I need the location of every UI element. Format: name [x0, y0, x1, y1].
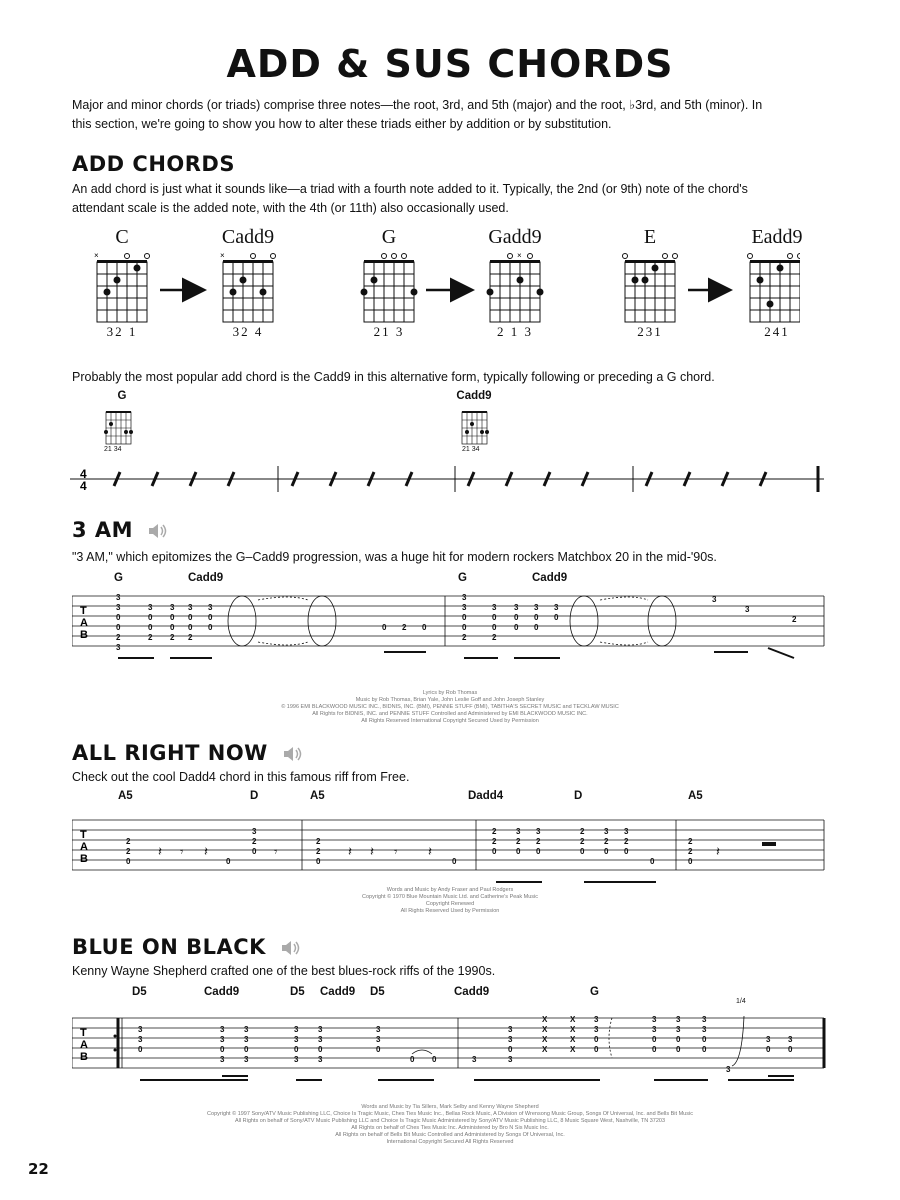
svg-text:2: 2 — [462, 633, 467, 642]
song3-credits: Words and Music by Tia Sillers, Mark Selby and Kenny Wayne Shepherd Copyright © 1997 Sony/ATV Music Publishing LLC, Choice Is Tragic Music, Ches Ties Music Inc., Bellas Rock Music, A Division of Wrensong Music Group, Songs Of Universal, Inc. and Bells Bit Music All Rights on behalf of Sony/ATV Music Publishing LLC and Choice Is Tragic Music Administered by Sony/ATV Music Publishing LLC, 8 Music Square West, Nashville, TN 37203 All Rights on behalf of Ches Ties Music Inc. Administered by Bro N Sis Music Inc. All Rights on behalf of Bells Bit Music Controlled and Administered by Songs Of Universal, Inc. International Copyright Secured All Rights Reserved — [207, 1104, 693, 1145]
svg-text:0: 0 — [318, 1045, 323, 1054]
add-chords-heading: ADD CHORDS — [72, 152, 235, 176]
svg-text:3: 3 — [294, 1035, 299, 1044]
svg-text:3: 3 — [712, 595, 717, 604]
song2-chord-3: A5 — [310, 790, 325, 802]
svg-text:0: 0 — [226, 857, 231, 866]
svg-text:0: 0 — [766, 1045, 771, 1054]
small-fingering-g: 21 34 — [104, 446, 122, 453]
time-sig-top: 4 — [80, 467, 87, 481]
chord-name-g: G — [381, 226, 397, 248]
svg-text:𝄽: 𝄽 — [158, 844, 162, 859]
svg-text:𝄾: 𝄾 — [274, 844, 278, 859]
svg-text:2: 2 — [624, 837, 629, 846]
speaker-icon[interactable] — [280, 939, 302, 957]
svg-text:0: 0 — [410, 1055, 415, 1064]
tab-staff-blue-on-black — [72, 1006, 830, 1086]
speaker-icon[interactable] — [147, 522, 169, 540]
svg-text:3: 3 — [318, 1035, 323, 1044]
speaker-icon[interactable] — [282, 745, 304, 763]
svg-text:0: 0 — [148, 613, 153, 622]
svg-text:0: 0 — [514, 613, 519, 622]
svg-text:X: X — [542, 1045, 548, 1054]
svg-text:2: 2 — [604, 837, 609, 846]
song3-chord-6: Cadd9 — [454, 986, 490, 998]
chord-name-c: C — [115, 226, 129, 248]
svg-text:0: 0 — [676, 1045, 681, 1054]
svg-text:0: 0 — [652, 1035, 657, 1044]
svg-text:2: 2 — [126, 847, 131, 856]
song1-chord-3: G — [458, 572, 467, 584]
song1-chord-2: Cadd9 — [188, 572, 224, 584]
chord-diagrams — [80, 248, 800, 328]
svg-text:X: X — [542, 1035, 548, 1044]
song1-credits: Lyrics by Rob Thomas Music by Rob Thomas, Brian Yale, John Leslie Goff and John Joseph Stanley © 1996 EMI BLACKWOOD MUSIC INC., BIDNIS, INC. (BMI), PENNIE STUFF (BMI), TABITHA'S SECRET MUSIC and TECKLAW MUSIC All Rights for BIDNIS, INC. and PENNIE STUFF Controlled and Administered by EMI BLACKWOOD MUSIC INC. All Rights Reserved International Copyright Secured Used by Permission — [281, 690, 619, 724]
small-chord-diagram-g — [104, 411, 133, 444]
svg-text:3: 3 — [170, 603, 175, 612]
tab-letter-t: T — [80, 605, 87, 617]
svg-text:A: A — [80, 841, 88, 853]
svg-text:0: 0 — [702, 1035, 707, 1044]
svg-text:𝄽: 𝄽 — [348, 844, 352, 859]
svg-text:𝄽: 𝄽 — [204, 844, 208, 859]
svg-text:0: 0 — [492, 847, 497, 856]
page-title: ADD & SUS CHORDS — [226, 42, 674, 86]
song-blue-on-black-description: Kenny Wayne Shepherd crafted one of the best blues-rock riffs of the 1990s. — [72, 964, 496, 978]
svg-text:0: 0 — [652, 1045, 657, 1054]
svg-text:2: 2 — [688, 847, 693, 856]
svg-text:0: 0 — [382, 623, 387, 632]
svg-text:3: 3 — [472, 1055, 477, 1064]
svg-text:0: 0 — [376, 1045, 381, 1054]
svg-text:B: B — [80, 1051, 88, 1063]
svg-text:3: 3 — [594, 1025, 599, 1034]
svg-text:3: 3 — [594, 1015, 599, 1024]
svg-text:0: 0 — [594, 1035, 599, 1044]
svg-text:3: 3 — [508, 1025, 513, 1034]
svg-text:A: A — [80, 1039, 88, 1051]
song2-chord-5: D — [574, 790, 583, 802]
rhythm-slash-staff — [70, 400, 830, 500]
fingering-cadd9: 32 4 — [232, 324, 264, 339]
svg-text:B: B — [80, 853, 88, 865]
fingering-gadd9: 2 1 3 — [497, 324, 533, 339]
svg-text:3: 3 — [220, 1055, 225, 1064]
chord-diagram-g — [361, 254, 418, 323]
svg-text:3: 3 — [220, 1035, 225, 1044]
song3-chord-7: G — [590, 986, 599, 998]
svg-text:0: 0 — [188, 613, 193, 622]
song2-chord-2: D — [250, 790, 259, 802]
svg-text:2: 2 — [688, 837, 693, 846]
svg-text:X: X — [542, 1015, 548, 1024]
chord-name-gadd9: Gadd9 — [488, 226, 542, 248]
svg-text:3: 3 — [745, 605, 750, 614]
svg-text:3: 3 — [676, 1025, 681, 1034]
svg-text:0: 0 — [604, 847, 609, 856]
svg-text:3: 3 — [294, 1025, 299, 1034]
svg-text:0: 0 — [536, 847, 541, 856]
svg-text:X: X — [570, 1025, 576, 1034]
svg-text:0: 0 — [676, 1035, 681, 1044]
chord-name-cadd9: Cadd9 — [221, 226, 275, 248]
svg-text:0: 0 — [170, 623, 175, 632]
svg-text:3: 3 — [252, 827, 257, 836]
tab-staff-3am — [72, 590, 830, 670]
svg-text:3: 3 — [220, 1025, 225, 1034]
svg-text:3: 3 — [652, 1025, 657, 1034]
svg-text:3: 3 — [554, 603, 559, 612]
svg-text:2: 2 — [792, 615, 797, 624]
song-3am-description: "3 AM," which epitomizes the G–Cadd9 progression, was a huge hit for modern rockers Matchbox 20 in the mid-'90s. — [72, 550, 717, 564]
svg-text:0: 0 — [508, 1045, 513, 1054]
svg-text:0: 0 — [534, 623, 539, 632]
svg-text:2: 2 — [580, 827, 585, 836]
intro-line-2: this section, we're going to show you how to alter these triads either by addition or by substitution. — [72, 117, 612, 131]
svg-text:3: 3 — [788, 1035, 793, 1044]
small-fingering-cadd9: 21 34 — [462, 446, 480, 453]
svg-text:X: X — [570, 1035, 576, 1044]
svg-text:X: X — [542, 1025, 548, 1034]
song1-chord-1: G — [114, 572, 123, 584]
chord-name-eadd9: Eadd9 — [751, 226, 803, 248]
svg-text:2: 2 — [148, 633, 153, 642]
tab-staff-all-right-now — [72, 808, 830, 888]
svg-text:3: 3 — [702, 1015, 707, 1024]
svg-text:0: 0 — [688, 857, 693, 866]
song3-chord-5: D5 — [370, 986, 385, 998]
svg-text:3: 3 — [116, 603, 121, 612]
svg-text:𝄽: 𝄽 — [370, 844, 374, 859]
song2-chord-6: A5 — [688, 790, 703, 802]
svg-text:X: X — [570, 1015, 576, 1024]
svg-text:𝄽: 𝄽 — [428, 844, 432, 859]
svg-text:0: 0 — [294, 1045, 299, 1054]
svg-text:2: 2 — [492, 837, 497, 846]
svg-text:3: 3 — [508, 1055, 513, 1064]
song-all-right-now-description: Check out the cool Dadd4 chord in this famous riff from Free. — [72, 770, 410, 784]
svg-text:3: 3 — [508, 1035, 513, 1044]
chord-diagram-gadd9 — [487, 251, 544, 322]
song3-chord-1: D5 — [132, 986, 147, 998]
svg-text:2: 2 — [126, 837, 131, 846]
bend-label: 1/4 — [736, 998, 746, 1005]
song-3am-title: 3 AM — [72, 518, 134, 542]
svg-text:0: 0 — [422, 623, 427, 632]
svg-text:3: 3 — [514, 603, 519, 612]
small-chord-diagram-cadd9 — [462, 411, 489, 444]
svg-text:0: 0 — [580, 847, 585, 856]
svg-text:0: 0 — [432, 1055, 437, 1064]
svg-text:3: 3 — [534, 603, 539, 612]
svg-text:2: 2 — [252, 837, 257, 846]
svg-text:3: 3 — [318, 1025, 323, 1034]
svg-text:3: 3 — [702, 1025, 707, 1034]
chord-diagram-e — [623, 254, 678, 323]
svg-text:3: 3 — [244, 1025, 249, 1034]
svg-text:3: 3 — [138, 1025, 143, 1034]
song3-chord-2: Cadd9 — [204, 986, 240, 998]
svg-text:X: X — [570, 1045, 576, 1054]
svg-text:0: 0 — [208, 623, 213, 632]
svg-text:T: T — [80, 829, 87, 841]
svg-text:0: 0 — [492, 623, 497, 632]
svg-text:3: 3 — [516, 827, 521, 836]
svg-text:2: 2 — [492, 827, 497, 836]
svg-text:2: 2 — [536, 837, 541, 846]
song1-chord-4: Cadd9 — [532, 572, 568, 584]
song-blue-on-black-title: BLUE ON BLACK — [72, 935, 266, 959]
svg-text:0: 0 — [138, 1045, 143, 1054]
song3-chord-4: Cadd9 — [320, 986, 356, 998]
time-sig-bottom: 4 — [80, 479, 87, 493]
svg-text:0: 0 — [116, 613, 121, 622]
song-all-right-now-title: ALL RIGHT NOW — [72, 741, 268, 765]
svg-text:0: 0 — [788, 1045, 793, 1054]
fingering-c: 32 1 — [106, 324, 138, 339]
svg-text:2: 2 — [402, 623, 407, 632]
intro-paragraph — [72, 96, 832, 134]
svg-text:𝄾: 𝄾 — [394, 844, 398, 859]
svg-text:3: 3 — [318, 1055, 323, 1064]
svg-text:3: 3 — [138, 1035, 143, 1044]
svg-text:0: 0 — [316, 857, 321, 866]
svg-text:3: 3 — [462, 603, 467, 612]
svg-text:×: × — [220, 251, 225, 260]
svg-text:0: 0 — [492, 613, 497, 622]
svg-text:0: 0 — [208, 613, 213, 622]
svg-text:3: 3 — [116, 643, 121, 652]
svg-text:0: 0 — [452, 857, 457, 866]
small-chord-name-g: G — [117, 390, 127, 402]
svg-text:3: 3 — [148, 603, 153, 612]
svg-text:0: 0 — [188, 623, 193, 632]
svg-text:𝄾: 𝄾 — [180, 844, 184, 859]
svg-text:3: 3 — [376, 1035, 381, 1044]
fingering-g: 21 3 — [373, 324, 405, 339]
chord-diagram-eadd9 — [748, 254, 801, 323]
svg-text:2: 2 — [516, 837, 521, 846]
svg-text:0: 0 — [594, 1045, 599, 1054]
svg-text:0: 0 — [624, 847, 629, 856]
tab-letter-a: A — [80, 617, 88, 629]
page-number: 22 — [28, 1160, 49, 1178]
svg-text:3: 3 — [462, 593, 467, 602]
song-3am-heading — [72, 518, 169, 542]
popular-add-chord-note: Probably the most popular add chord is the Cadd9 in this alternative form, typically following or preceding a G chord. — [72, 370, 715, 384]
chord-name-e: E — [643, 226, 657, 248]
svg-text:0: 0 — [252, 847, 257, 856]
svg-text:3: 3 — [188, 603, 193, 612]
svg-text:3: 3 — [604, 827, 609, 836]
svg-text:3: 3 — [766, 1035, 771, 1044]
add-chords-description — [72, 180, 832, 218]
svg-text:2: 2 — [116, 633, 121, 642]
svg-text:0: 0 — [126, 857, 131, 866]
song2-chord-4: Dadd4 — [468, 790, 504, 802]
svg-text:0: 0 — [514, 623, 519, 632]
svg-text:3: 3 — [294, 1055, 299, 1064]
svg-text:3: 3 — [676, 1015, 681, 1024]
add-chords-desc-line-2: attendant scale is the added note, with the 4th (or 11th) also occasionally used. — [72, 201, 509, 215]
chord-diagram-cadd9 — [220, 251, 276, 322]
song2-credits: Words and Music by Andy Fraser and Paul Rodgers Copyright © 1970 Blue Mountain Music Ltd. and Catherine's Peak Music Copyright Renewed All Rights Reserved Used by Permission — [362, 887, 538, 914]
svg-text:T: T — [80, 1027, 87, 1039]
svg-text:3: 3 — [536, 827, 541, 836]
svg-text:3: 3 — [116, 593, 121, 602]
svg-text:0: 0 — [116, 623, 121, 632]
svg-text:2: 2 — [580, 837, 585, 846]
svg-text:0: 0 — [702, 1045, 707, 1054]
small-chord-name-cadd9: Cadd9 — [456, 390, 492, 402]
svg-text:0: 0 — [220, 1045, 225, 1054]
svg-text:3: 3 — [726, 1065, 731, 1074]
song-blue-on-black-heading — [72, 935, 302, 959]
svg-text:3: 3 — [244, 1055, 249, 1064]
svg-text:3: 3 — [652, 1015, 657, 1024]
svg-text:3: 3 — [624, 827, 629, 836]
svg-text:2: 2 — [492, 633, 497, 642]
add-chords-desc-line-1: An add chord is just what it sounds like—a triad with a fourth note added to it. Typically, the 2nd (or 9th) note of the chord's — [72, 182, 748, 196]
fingering-e: 231 — [637, 324, 663, 339]
svg-text:×: × — [94, 251, 99, 260]
svg-text:0: 0 — [244, 1045, 249, 1054]
svg-text:0: 0 — [462, 613, 467, 622]
fingering-eadd9: 241 — [764, 324, 790, 339]
svg-text:0: 0 — [148, 623, 153, 632]
song-all-right-now-heading — [72, 741, 304, 765]
svg-text:3: 3 — [492, 603, 497, 612]
tab-letter-b: B — [80, 629, 88, 641]
svg-text:3: 3 — [376, 1025, 381, 1034]
song2-chord-1: A5 — [118, 790, 133, 802]
svg-text:0: 0 — [534, 613, 539, 622]
svg-text:2: 2 — [170, 633, 175, 642]
svg-text:3: 3 — [244, 1035, 249, 1044]
intro-line-1: Major and minor chords (or triads) comprise three notes—the root, 3rd, and 5th (major) and the root, ♭3rd, and 5th (minor). In — [72, 98, 763, 112]
svg-text:0: 0 — [170, 613, 175, 622]
svg-text:2: 2 — [316, 847, 321, 856]
svg-text:0: 0 — [650, 857, 655, 866]
svg-text:2: 2 — [188, 633, 193, 642]
svg-text:0: 0 — [516, 847, 521, 856]
svg-text:0: 0 — [554, 613, 559, 622]
chord-diagram-c — [94, 251, 150, 322]
svg-text:𝄽: 𝄽 — [716, 844, 720, 859]
svg-text:3: 3 — [208, 603, 213, 612]
svg-text:×: × — [517, 251, 522, 260]
song3-chord-3: D5 — [290, 986, 305, 998]
svg-text:0: 0 — [462, 623, 467, 632]
svg-text:2: 2 — [316, 837, 321, 846]
